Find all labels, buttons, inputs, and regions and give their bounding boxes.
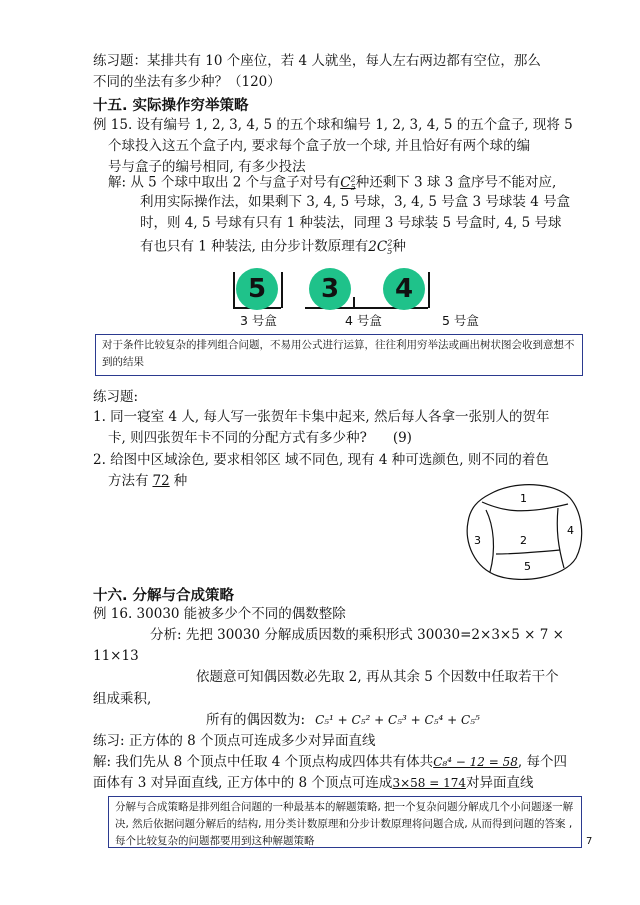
analysis-line: 组成乘积, <box>93 691 152 707</box>
combination-formula: $C^2_5$ <box>340 174 356 193</box>
region-border <box>557 508 564 568</box>
region-diagram <box>460 480 590 586</box>
ball: 3 <box>309 268 351 310</box>
solution-line: 时，则 4, 5 号球有只有 1 种装法，同理 3 号球装 5 号盒时, 4, 5 号球 <box>140 215 562 231</box>
exercise-line: 练习: 正方体的 8 个顶点可连成多少对异面直线 <box>93 733 376 749</box>
box-label: 3 号盒 <box>240 313 277 328</box>
example-line: 例 15. 设有编号 1, 2, 3, 4, 5 的五个球和编号 1, 2, 3, 4, 5 的五个盒子, 现将 5 <box>93 117 573 133</box>
example-line: 个球投入这五个盒子内, 要求每个盒子放一个球, 并且恰好有两个球的编 <box>108 138 531 154</box>
analysis-line: 11×13 <box>93 648 139 664</box>
box-right-wall <box>281 272 283 308</box>
region-label: 5 <box>524 560 531 573</box>
strategy-note: 对于条件比较复杂的排列组合问题，不易用公式进行运算，往往利用穷举法或画出树状图会收到意想不到的结果 <box>95 334 583 376</box>
exercise-line: 2. 给图中区域涂色, 要求相邻区 域不同色, 现有 4 种可选颜色, 则不同的着色 <box>93 452 549 468</box>
exercise-line: 1. 同一寝室 4 人, 每人写一张贺年卡集中起来, 然后每人各拿一张别人的贺年 <box>93 409 550 425</box>
ball: 5 <box>236 268 278 310</box>
box-right-wall <box>428 272 430 308</box>
solution-line: 利用实际操作法，如果剩下 3, 4, 5 号球，3, 4, 5 号盒 3 号球装 4 号盒 <box>140 194 571 210</box>
exercise-line: 练习题：某排共有 10 个座位，若 4 人就坐，每人左右两边都有空位，那么 <box>93 53 541 69</box>
combination-formula: $2C^2_5$ <box>368 238 393 257</box>
ball: 4 <box>383 268 425 310</box>
region-label: 2 <box>520 534 527 547</box>
analysis-line: 分析: 先把 30030 分解成质因数的乘积形式 30030=2×3×5 × 7 × <box>150 627 564 643</box>
solution-line: 解: 我们先从 8 个顶点中任取 4 个顶点构成四体共有体共C₈⁴ − 12 = 58, 每个四 <box>93 754 567 770</box>
box-left-wall <box>233 272 235 308</box>
region-label: 1 <box>520 492 527 505</box>
region-border <box>486 510 493 572</box>
solution-line: 面体有 3 对异面直线, 正方体中的 8 个顶点可连成3×58 = 174对异面直线 <box>93 775 534 791</box>
section-title: 十五. 实际操作穷举策略 <box>93 98 249 114</box>
strategy-note: 分解与合成策略是排列组合问题的一种最基本的解题策略, 把一个复杂问题分解成几个小问题逐一解决, 然后依据问题分解后的结构, 用分类计数原理和分步计数原理将问题合成, 从而得到问题的答案 , 每个比较复杂的问题都要用到这种解题策略 <box>108 796 582 848</box>
solution-line: 解: 从 5 个球中取出 2 个与盒子对号有$C^2_5$种还剩下 3 球 3 盒序号不能对应, <box>108 174 557 193</box>
region-border <box>496 550 560 554</box>
page-number: 7 <box>586 836 593 847</box>
analysis-line: 依题意可知偶因数必先取 2, 再从其余 5 个因数中任取若干个 <box>196 669 559 685</box>
exercise-line: 方法有 72 种 <box>108 473 188 489</box>
box-label: 5 号盒 <box>442 313 479 328</box>
exercise-line: 卡, 则四张贺年卡不同的分配方式有多少种? (9) <box>108 430 412 446</box>
skew-lines-formula: 3×58 = 174 <box>392 776 466 790</box>
solution-line: 有也只有 1 种装法, 由分步计数原理有$2C^2_5$种 <box>140 238 406 257</box>
even-factors-formula: C₅¹ + C₅² + C₅³ + C₅⁴ + C₅⁵ <box>315 713 480 727</box>
exercise-heading: 练习题: <box>93 389 139 405</box>
tetrahedra-formula: C₈⁴ − 12 = 58 <box>433 755 518 769</box>
answer: 72 <box>152 473 170 489</box>
analysis-line: 所有的偶因数为: C₅¹ + C₅² + C₅³ + C₅⁴ + C₅⁵ <box>206 712 480 728</box>
answer: (9) <box>392 430 412 446</box>
box-label: 4 号盒 <box>345 313 382 328</box>
example-line: 号与盒子的编号相同, 有多少投法 <box>108 159 306 175</box>
region-label: 3 <box>474 534 481 547</box>
example-line: 例 16. 30030 能被多少个不同的偶数整除 <box>93 606 346 622</box>
box-bottom <box>353 307 428 309</box>
region-label: 4 <box>567 524 574 537</box>
exercise-line: 不同的坐法有多少种？（120） <box>93 74 281 90</box>
section-title: 十六. 分解与合成策略 <box>93 588 235 604</box>
